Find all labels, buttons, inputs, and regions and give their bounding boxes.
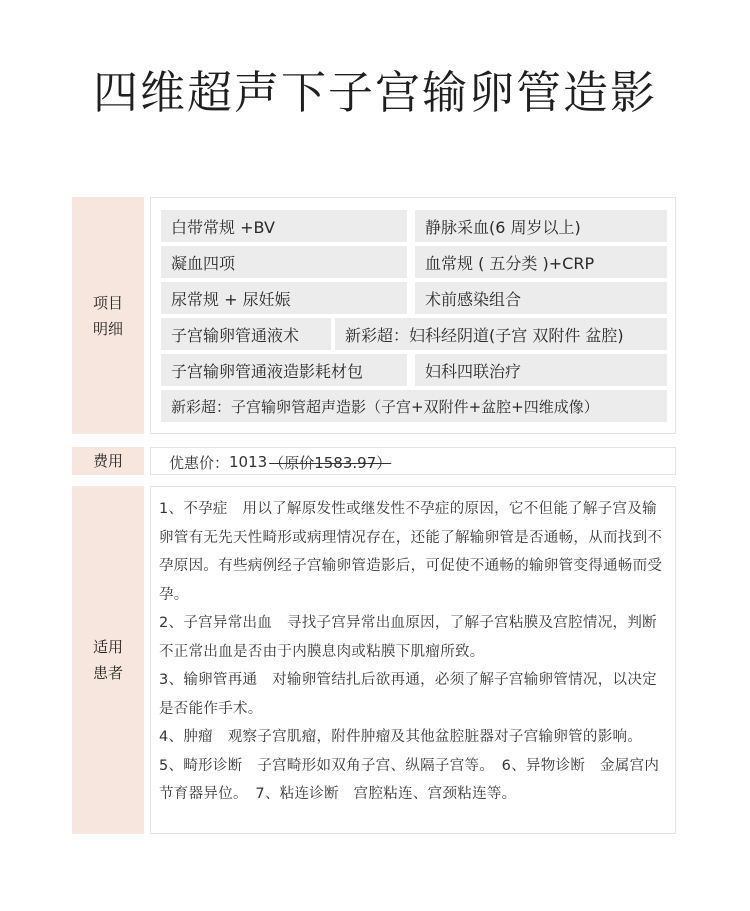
items-label-line2: 明细 bbox=[92, 319, 123, 338]
fee-line bbox=[169, 448, 391, 476]
patient-paragraph: 2、子宫异常出血 寻找子宫异常出血原因，了解子宫粘膜及宫腔情况，判断不正常出血是否由于内膜息肉或粘膜下肌瘤所致。 bbox=[159, 615, 657, 660]
patients-section-label bbox=[72, 486, 144, 834]
items-section-label bbox=[72, 197, 144, 434]
fee-section-label bbox=[72, 447, 144, 475]
item-cell: 静脉采血(6 周岁以上) bbox=[415, 210, 667, 242]
patients-panel bbox=[150, 486, 676, 834]
patients-label-line1: 适用 bbox=[92, 638, 123, 656]
fee-label: 费用 bbox=[92, 452, 123, 470]
patient-paragraph: 1、不孕症 用以了解原发性或继发性不孕症的原因，它不但能了解子宫及输卵管有无先天性畸形或病理情况存在，还能了解输卵管是否通畅，从而找到不孕原因。有些病例经子宫输卵管造影后，可促使不通畅的输卵管变得通畅而受孕。 bbox=[159, 501, 663, 603]
item-cell: 子宫输卵管通液术 bbox=[161, 318, 331, 350]
item-cell: 白带常规 +BV bbox=[161, 210, 407, 242]
patient-paragraph: 4、肿瘤 观察子宫肌瘤，附件肿瘤及其他盆腔脏器对子宫输卵管的影响。 bbox=[159, 729, 643, 745]
fee-panel bbox=[150, 447, 676, 475]
patient-paragraph: 5、畸形诊断 子宫畸形如双角子宫、纵隔子宫等。 6、异物诊断 金属宫内节育器异位。 7、粘连诊断 宫腔粘连、宫颈粘连等。 bbox=[159, 757, 660, 802]
item-cell: 新彩超：妇科经阴道(子宫 双附件 盆腔) bbox=[335, 318, 667, 350]
patients-label-line2: 患者 bbox=[92, 664, 123, 682]
item-cell: 妇科四联治疗 bbox=[415, 354, 667, 386]
patient-paragraph: 3、输卵管再通 对输卵管结扎后欲再通，必须了解子宫输卵管情况，以决定是否能作手术。 bbox=[159, 672, 657, 717]
item-cell: 术前感染组合 bbox=[415, 282, 667, 314]
patients-text bbox=[159, 495, 669, 809]
item-cell: 子宫输卵管通液造影耗材包 bbox=[161, 354, 407, 386]
fee-prefix: 优惠价： bbox=[169, 453, 230, 472]
fee-original-price: （原价1583.97） bbox=[269, 453, 392, 472]
page-title: 四维超声下子宫输卵管造影 bbox=[92, 66, 657, 119]
items-panel bbox=[150, 197, 676, 434]
item-cell: 凝血四项 bbox=[161, 246, 407, 278]
item-cell: 血常规 ( 五分类 )+CRP bbox=[415, 246, 667, 278]
fee-price: 1013 bbox=[229, 453, 268, 471]
item-cell: 尿常规 + 尿妊娠 bbox=[161, 282, 407, 314]
item-cell: 新彩超：子宫输卵管超声造影（子宫+双附件+盆腔+四维成像） bbox=[161, 390, 667, 422]
items-label-line1: 项目 bbox=[92, 293, 123, 312]
